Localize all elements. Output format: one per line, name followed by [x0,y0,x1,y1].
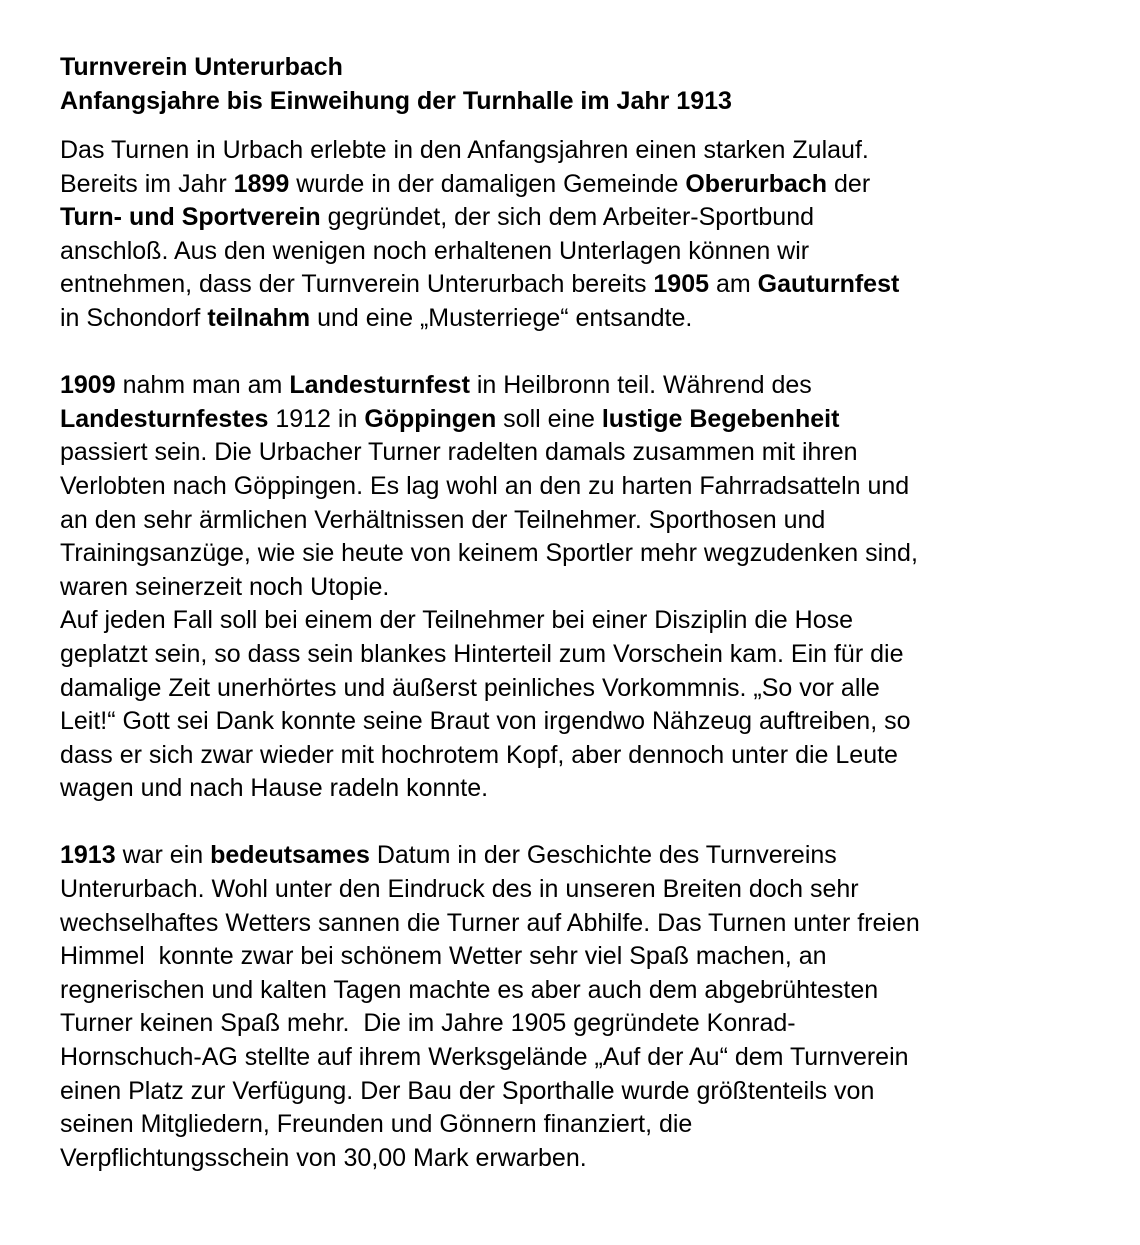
text-run: damalige Zeit unerhörtes und äußerst peinliches Vorkommnis. „So vor alle [60,673,880,702]
spacer [60,336,1100,370]
text-run: Trainingsanzüge, wie sie heute von keinem Sportler mehr wegzudenken sind, [60,539,918,568]
text-line [60,403,1100,437]
text-run: seinen Mitgliedern, Freunden und Gönnern finanziert, die [60,1110,693,1139]
text-line [60,1142,1100,1176]
bold-text-run: teilnahm [207,303,311,332]
text-line [60,1075,1100,1109]
bold-text-run: lustige Begebenheit [601,404,840,433]
paragraph-3 [60,839,1100,1175]
text-line [60,839,1100,873]
spacer [60,806,1100,840]
text-line [60,369,1100,403]
text-run: Bereits im Jahr [60,169,234,198]
text-run: Verpflichtungsschein von 30,00 Mark erwarben. [60,1143,587,1172]
bold-text-run: 1913 [60,841,116,870]
text-run: wagen und nach Hause radeln konnte. [60,774,489,803]
spacer [60,118,1100,134]
text-run: Datum in der Geschichte des Turnvereins [369,841,837,870]
text-line [60,873,1100,907]
text-run: der [827,169,871,198]
bold-text-run: 1905 [653,270,710,299]
document-subtitle: Anfangsjahre bis Einweihung der Turnhalle im Jahr 1913 [60,87,732,115]
paragraph-1 [60,134,1100,336]
text-run: Himmel konnte zwar bei schönem Wetter sehr viel Spaß machen, an [60,942,827,971]
text-line [60,940,1100,974]
text-line [60,907,1100,941]
text-line [60,537,1100,571]
bold-text-run: Landesturnfestes [60,404,269,433]
text-run: wechselhaftes Wetters sannen die Turner auf Abhilfe. Das Turnen unter freien [60,908,920,937]
text-run: einen Platz zur Verfügung. Der Bau der Sporthalle wurde größtenteils von [60,1076,875,1105]
bold-text-run: bedeutsames [210,841,370,870]
paragraph-2 [60,369,1100,806]
text-line [60,705,1100,739]
text-line [60,1108,1100,1142]
text-line [60,739,1100,773]
text-line [60,302,1100,336]
text-run: passiert sein. Die Urbacher Turner radelten damals zusammen mit ihren [60,438,858,467]
text-line [60,974,1100,1008]
text-run: soll eine [496,404,602,433]
text-run: waren seinerzeit noch Utopie. [60,572,390,601]
text-run: am [709,270,758,299]
text-run: nahm man am [115,371,290,400]
text-line [60,235,1100,269]
text-line [60,1007,1100,1041]
document-title: Turnverein Unterurbach [60,53,343,81]
text-run: wurde in der damaligen Gemeinde [289,169,686,198]
text-line [60,436,1100,470]
text-line [60,268,1100,302]
bold-text-run: Turn- und Sportverein [60,203,321,232]
text-line [60,470,1100,504]
text-run: Leit!“ Gott sei Dank konnte seine Braut von irgendwo Nähzeug auftreiben, so [60,707,911,736]
bold-text-run: 1909 [60,371,116,400]
text-run: geplatzt sein, so dass sein blankes Hinterteil zum Vorschein kam. Ein für die [60,639,904,668]
text-line [60,201,1100,235]
text-run: anschloß. Aus den wenigen noch erhaltenen Unterlagen können wir [60,236,810,265]
text-run: in Heilbronn teil. Während des [469,371,812,400]
text-run: Unterurbach. Wohl unter den Eindruck des in unseren Breiten doch sehr [60,875,859,904]
text-run: und eine „Musterriege“ entsandte. [310,303,693,332]
bold-text-run: Göppingen [364,404,497,433]
bold-text-run: Landesturnfest [289,371,470,400]
text-line [60,571,1100,605]
text-line [60,772,1100,806]
text-line [60,134,1100,168]
text-run: entnehmen, dass der Turnverein Unterurbach bereits [60,270,654,299]
text-run: Das Turnen in Urbach erlebte in den Anfangsjahren einen starken Zulauf. [60,136,869,164]
bold-text-run: Oberurbach [685,169,828,198]
text-line [60,1041,1100,1075]
text-run: in Schondorf [60,303,208,332]
text-line [60,672,1100,706]
text-line [60,504,1100,538]
text-run: Auf jeden Fall soll bei einem der Teilnehmer bei einer Disziplin die Hose [60,606,854,635]
text-line [60,638,1100,672]
text-line [60,604,1100,638]
text-run: war ein [115,841,211,870]
text-run: Hornschuch-AG stellte auf ihrem Werksgelände „Auf der Au“ dem Turnverein [60,1043,909,1072]
text-run: regnerischen und kalten Tagen machte es aber auch dem abgebrühtesten [60,975,879,1004]
text-run: 1912 in [268,404,365,433]
text-run: an den sehr ärmlichen Verhältnissen der Teilnehmer. Sporthosen und [60,505,826,534]
document-page [60,50,1100,1175]
text-line [60,168,1100,202]
text-run: Turner keinen Spaß mehr. Die im Jahre 1905 gegründete Konrad- [60,1009,796,1038]
text-run: gegründet, der sich dem Arbeiter-Sportbund [320,203,815,232]
bold-text-run: 1899 [233,169,290,198]
bold-text-run: Gauturnfest [757,270,900,299]
text-run: Verlobten nach Göppingen. Es lag wohl an den zu harten Fahrradsatteln und [60,471,910,500]
text-run: dass er sich zwar wieder mit hochrotem Kopf, aber dennoch unter die Leute [60,740,898,769]
